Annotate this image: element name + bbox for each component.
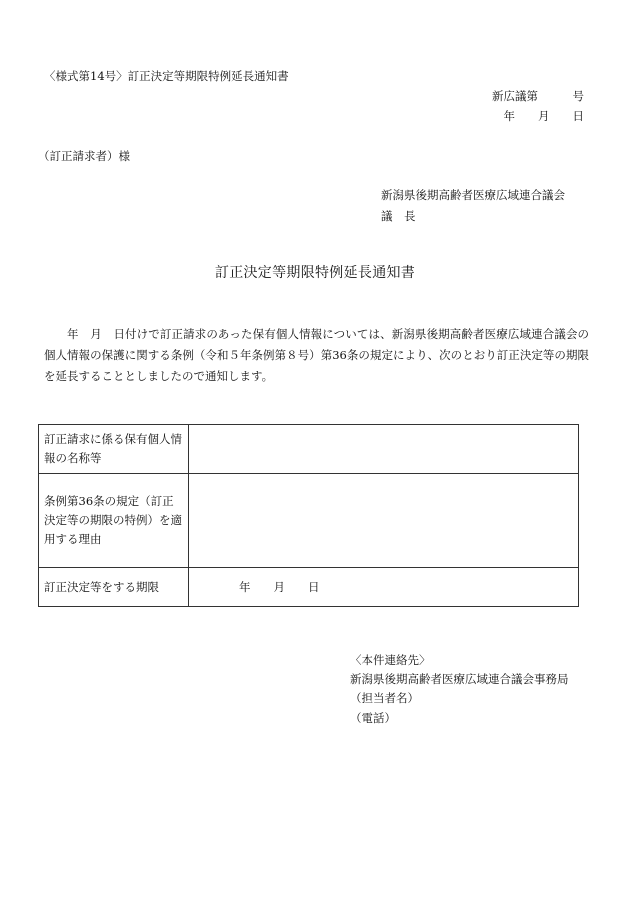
form-label: 〈様式第14号〉訂正決定等期限特例延長通知書 [44, 69, 289, 83]
addressee: （訂正請求者）様 [38, 149, 130, 163]
document-number: 新広議第 号 [492, 89, 584, 103]
table-row-value [189, 474, 579, 568]
issuer-title: 議 長 [381, 209, 416, 223]
deadline-date-value: 年 月 日 [189, 568, 579, 607]
table-row-value [189, 425, 579, 474]
contact-phone: （電話） [350, 711, 396, 725]
document-date: 年 月 日 [503, 109, 584, 123]
document-title: 訂正決定等期限特例延長通知書 [214, 265, 416, 281]
table-row-label: 訂正請求に係る保有個人情報の名称等 [39, 425, 189, 474]
contact-organization: 新潟県後期高齢者医療広域連合議会事務局 [350, 672, 569, 686]
table-row [39, 568, 579, 607]
table-row-label: 条例第36条の規定（訂正決定等の期限の特例）を適用する理由 [39, 474, 189, 568]
table-row [39, 425, 579, 474]
table-row-label: 訂正決定等をする期限 [39, 568, 189, 607]
notice-body-text: 年 月 日付けで訂正請求のあった保有個人情報については、新潟県後期高齢者医療広域連合議会の個人情報の保護に関する条例（令和５年条例第８号）第36条の規定により、次のとおり訂正決定等の期限を延長することとしましたので通知します。 [44, 327, 589, 383]
table-row [39, 474, 579, 568]
contact-heading: 〈本件連絡先〉 [350, 653, 431, 667]
details-table [38, 424, 579, 607]
issuer-organization: 新潟県後期高齢者医療広域連合議会 [381, 188, 565, 202]
contact-person: （担当者名） [350, 691, 419, 705]
